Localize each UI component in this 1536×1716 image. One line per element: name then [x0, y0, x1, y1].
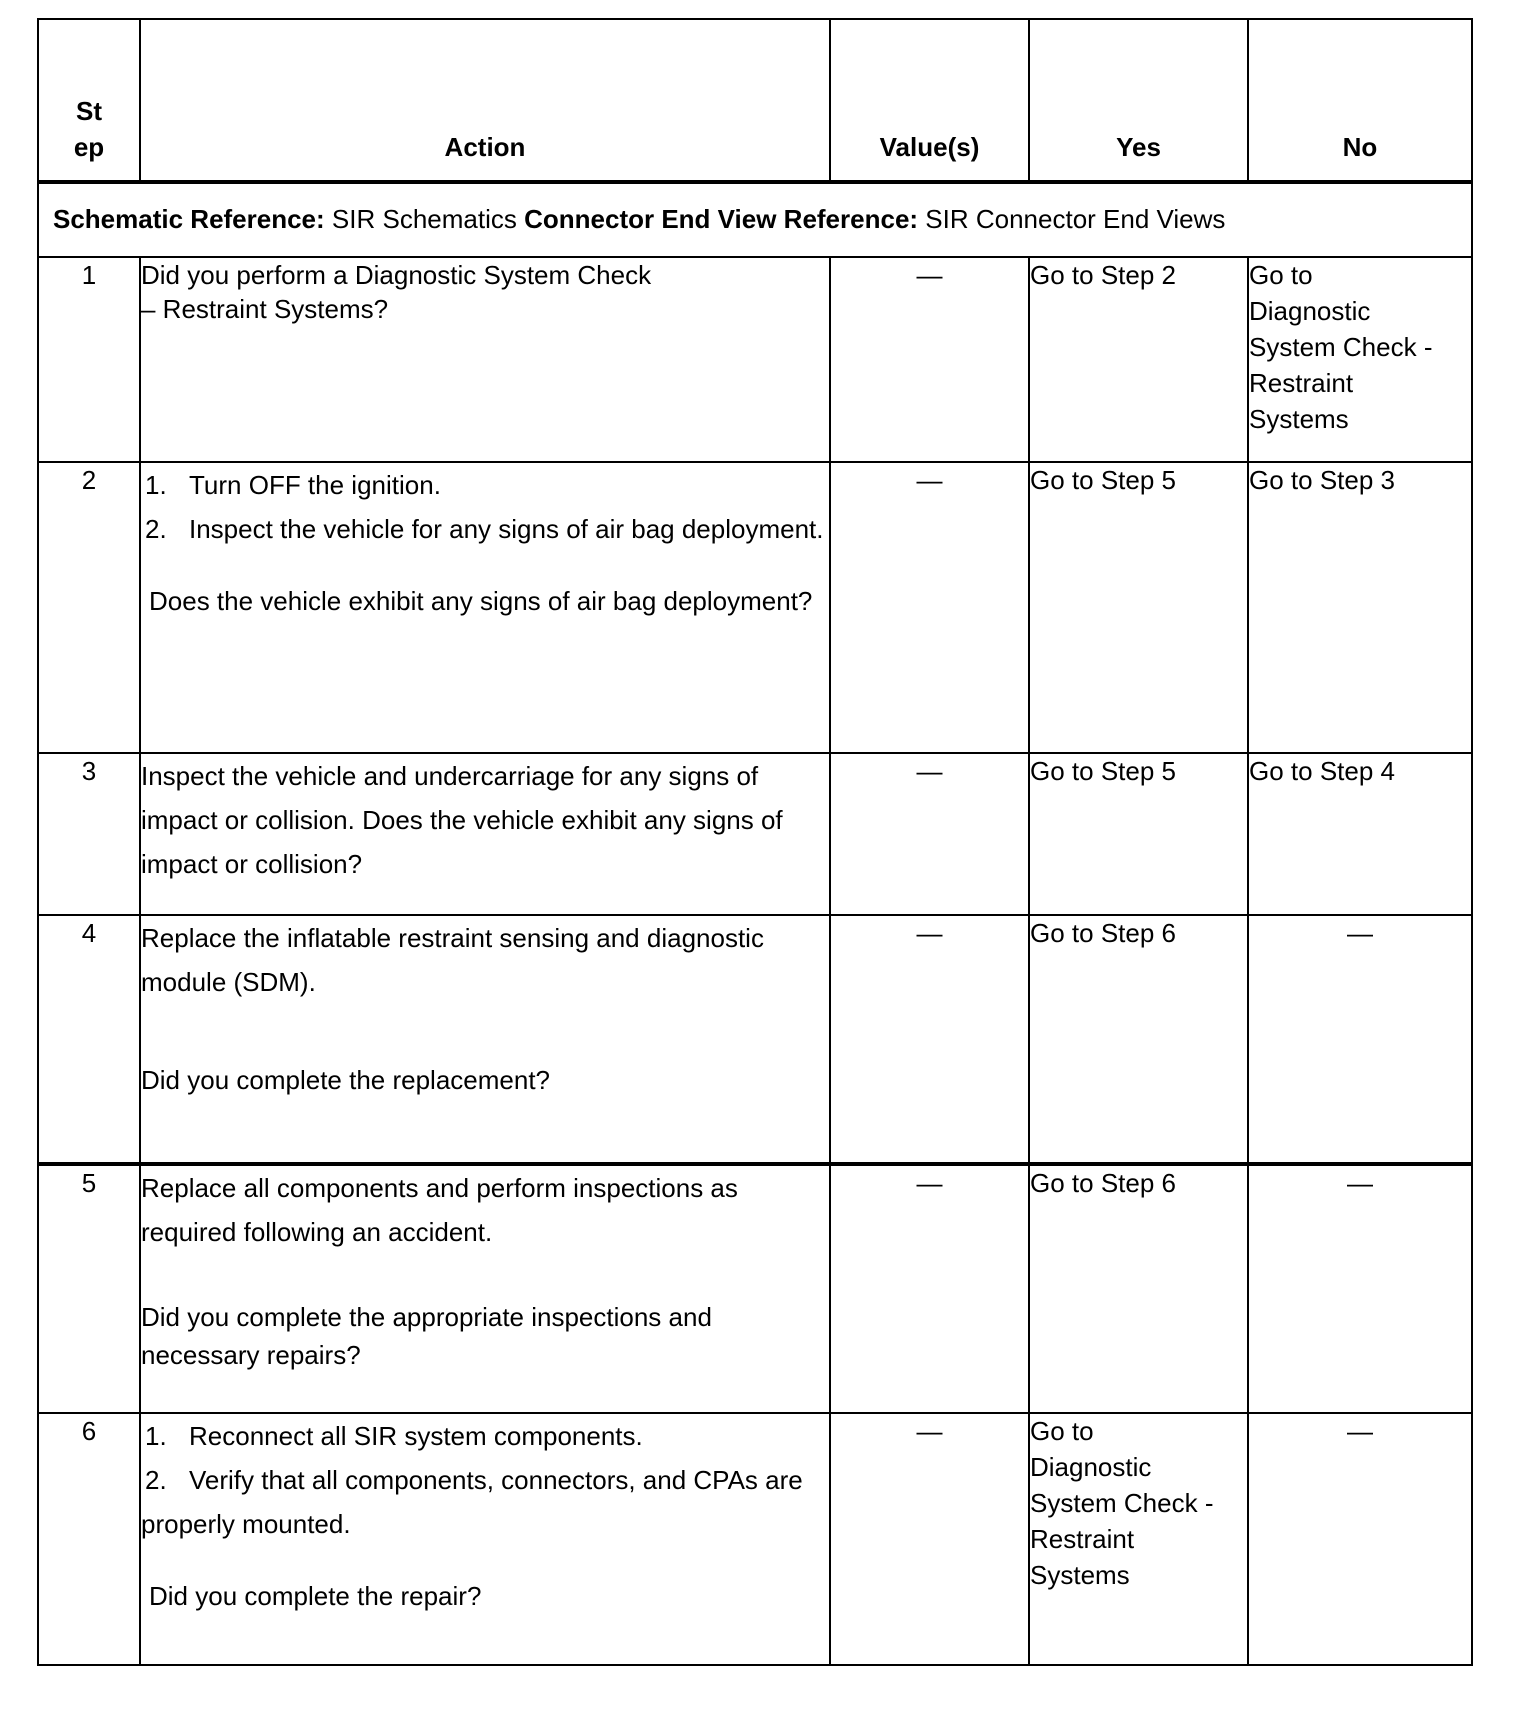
action-cell: Replace all components and perform inspections as required following an accident. Did you complete the appropriate inspections and necessary repairs?: [140, 1164, 830, 1413]
value-cell: —: [830, 1164, 1029, 1413]
step-number: 3: [38, 753, 140, 915]
yes-cell[interactable]: Go to Step 5: [1029, 462, 1248, 753]
action-cell: Inspect the vehicle and undercarriage for any signs of impact or collision. Does the vehicle exhibit any signs of impact or collision?: [140, 753, 830, 915]
reference-cell: [38, 182, 1472, 257]
action-cell: Replace the inflatable restraint sensing and diagnostic module (SDM). Did you complete the replacement?: [140, 915, 830, 1164]
header-no: No: [1248, 19, 1472, 182]
value-cell: —: [830, 257, 1029, 462]
step-number: 6: [38, 1413, 140, 1665]
header-action: Action: [140, 19, 830, 182]
reference-row: [38, 182, 1472, 257]
header-row: [38, 19, 1472, 182]
action-cell: 1. Turn OFF the ignition. 2. Inspect the vehicle for any signs of air bag deployment. Does the vehicle exhibit any signs of air bag deployment?: [140, 462, 830, 753]
no-cell: —: [1248, 1413, 1472, 1665]
action-cell: Did you perform a Diagnostic System Check – Restraint Systems?: [140, 257, 830, 462]
yes-cell[interactable]: Go to Step 6: [1029, 915, 1248, 1164]
header-yes: Yes: [1029, 19, 1248, 182]
table-row: [38, 915, 1472, 1164]
diagnostic-table: [37, 18, 1473, 1666]
no-cell[interactable]: Go to Step 4: [1248, 753, 1472, 915]
yes-cell[interactable]: Go to Step 5: [1029, 753, 1248, 915]
value-cell: —: [830, 915, 1029, 1164]
action-cell: 1. Reconnect all SIR system components. 2. Verify that all components, connectors, and CPAs are properly mounted. Did you complete the repair?: [140, 1413, 830, 1665]
table-row: [38, 1413, 1472, 1665]
yes-cell[interactable]: Go to Diagnostic System Check - Restraint Systems: [1029, 1413, 1248, 1665]
no-cell: —: [1248, 915, 1472, 1164]
table-row: [38, 753, 1472, 915]
no-cell: —: [1248, 1164, 1472, 1413]
schematic-label: Schematic Reference:: [53, 204, 325, 235]
value-cell: —: [830, 753, 1029, 915]
yes-cell[interactable]: Go to Step 2: [1029, 257, 1248, 462]
step-number: 4: [38, 915, 140, 1164]
no-cell[interactable]: Go to Diagnostic System Check - Restraint Systems: [1248, 257, 1472, 462]
no-cell[interactable]: Go to Step 3: [1248, 462, 1472, 753]
value-cell: —: [830, 1413, 1029, 1665]
table-row: [38, 1164, 1472, 1413]
schematic-link[interactable]: SIR Schematics: [331, 204, 517, 235]
step-number: 2: [38, 462, 140, 753]
yes-cell[interactable]: Go to Step 6: [1029, 1164, 1248, 1413]
step-number: 1: [38, 257, 140, 462]
header-step: St ep: [38, 19, 140, 182]
table-row: [38, 462, 1472, 753]
value-cell: —: [830, 462, 1029, 753]
connector-link[interactable]: SIR Connector End Views: [925, 204, 1226, 235]
step-number: 5: [38, 1164, 140, 1413]
header-values: Value(s): [830, 19, 1029, 182]
connector-label: Connector End View Reference:: [524, 204, 919, 235]
table-row: [38, 257, 1472, 462]
